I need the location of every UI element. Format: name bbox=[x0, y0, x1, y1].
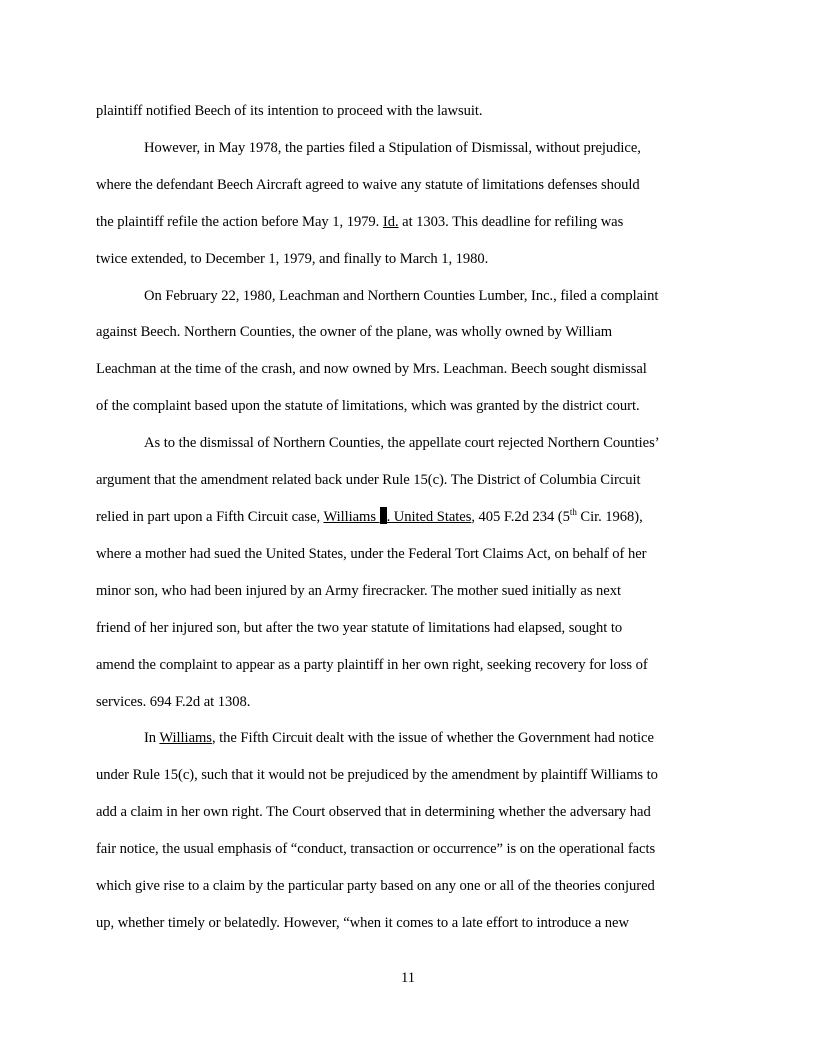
text-line: of the complaint based upon the statute of limitations, which was granted by the district court. bbox=[96, 398, 640, 415]
text-line: However, in May 1978, the parties filed a Stipulation of Dismissal, without prejudice, bbox=[144, 139, 641, 156]
ordinal-suffix: th bbox=[569, 507, 577, 518]
text-line: fair notice, the usual emphasis of “conduct, transaction or occurrence” is on the operational facts bbox=[96, 841, 656, 858]
case-name-williams: Williams bbox=[323, 508, 380, 525]
text-line: which give rise to a claim by the particular party based on any one or all of the theories conjured bbox=[96, 878, 655, 895]
text-line: where the defendant Beech Aircraft agreed to waive any statute of limitations defenses should bbox=[96, 176, 640, 193]
text-line: under Rule 15(c), such that it would not be prejudiced by the amendment by plaintiff Williams to bbox=[96, 767, 658, 784]
case-name-united-states: . United States bbox=[386, 508, 472, 525]
text-line: friend of her injured son, but after the two year statute of limitations had elapsed, sought to bbox=[96, 619, 623, 636]
text-line: the plaintiff refile the action before May 1, 1979. Id. at 1303. This deadline for refiling was bbox=[96, 213, 624, 230]
text-line: relied in part upon a Fifth Circuit case, Williams . United States, 405 F.2d 234 (5th Cir. 1968), bbox=[96, 507, 643, 525]
page-number: 11 bbox=[400, 970, 416, 986]
text-line: minor son, who had been injured by an Army firecracker. The mother sued initially as next bbox=[96, 582, 621, 599]
redaction-mark bbox=[380, 507, 387, 524]
text-line: On February 22, 1980, Leachman and Northern Counties Lumber, Inc., filed a complaint bbox=[144, 287, 659, 304]
text-line: add a claim in her own right. The Court observed that in determining whether the adversary had bbox=[96, 804, 651, 821]
text-line: plaintiff notified Beech of its intention to proceed with the lawsuit. bbox=[96, 103, 483, 119]
text-line: amend the complaint to appear as a party plaintiff in her own right, seeking recovery for loss of bbox=[96, 656, 648, 673]
text-line: In Williams, the Fifth Circuit dealt with the issue of whether the Government had notice bbox=[144, 730, 654, 747]
text-line: up, whether timely or belatedly. However, “when it comes to a late effort to introduce a new bbox=[96, 914, 629, 931]
case-name-williams: Williams bbox=[159, 730, 212, 747]
text-line: against Beech. Northern Counties, the owner of the plane, was wholly owned by William bbox=[96, 324, 613, 341]
text-line: argument that the amendment related back under Rule 15(c). The District of Columbia Circuit bbox=[96, 472, 641, 489]
text-line: where a mother had sued the United States, under the Federal Tort Claims Act, on behalf of her bbox=[96, 545, 647, 562]
text-line: As to the dismissal of Northern Counties, the appellate court rejected Northern Counties’ bbox=[144, 435, 660, 452]
text-line: twice extended, to December 1, 1979, and finally to March 1, 1980. bbox=[96, 250, 489, 267]
text-line: services. 694 F.2d at 1308. bbox=[96, 693, 251, 710]
text-line: Leachman at the time of the crash, and now owned by Mrs. Leachman. Beech sought dismissal bbox=[96, 361, 647, 378]
body-text bbox=[96, 93, 720, 942]
citation-id: Id. bbox=[382, 213, 399, 230]
